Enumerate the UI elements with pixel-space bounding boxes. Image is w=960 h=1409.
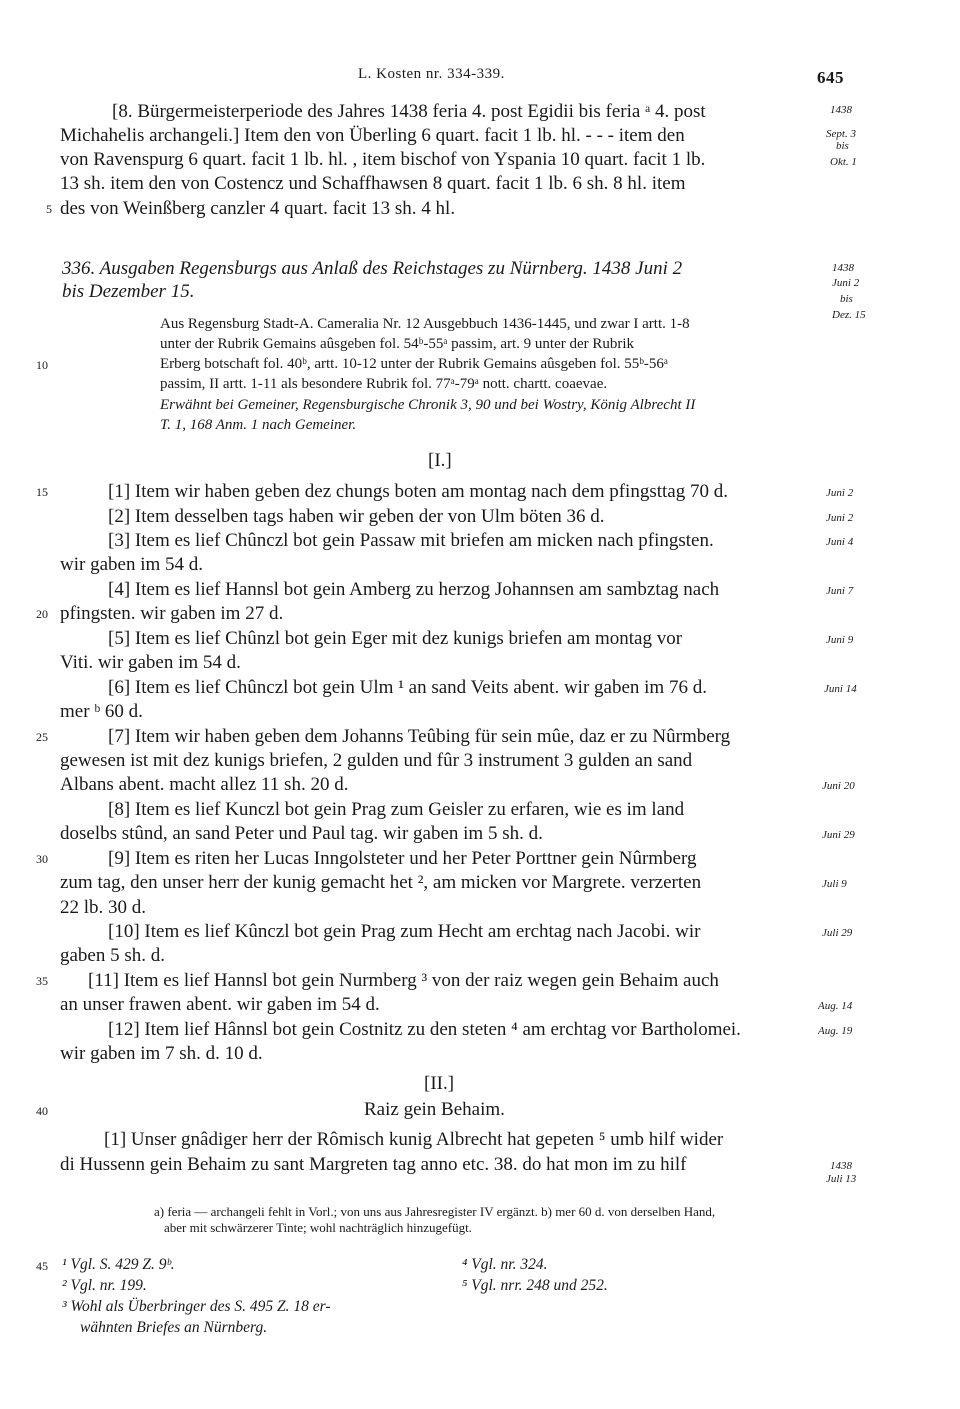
section-2-line-2: di Hussenn gein Behaim zu sant Margreten tag anno etc. 38. do hat mon im zu hilf	[60, 1154, 687, 1175]
item-line-17: zum tag, den unser herr der kunig gemacht het ², am micken vor Margrete. verzerten	[60, 872, 702, 893]
item-line-18: 22 lb. 30 d.	[60, 897, 147, 918]
margin-date-1: Juni 2	[826, 487, 854, 499]
line-number-35: 35	[36, 974, 48, 988]
intro-margin-date-2: Sept. 3	[826, 128, 856, 140]
apparatus-line-1: a) feria — archangeli fehlt in Vorl.; von uns aus Jahresregister IV ergänzt. b) mer 60 d. von derselben Hand,	[154, 1204, 716, 1219]
margin-date-8: Juni 29	[822, 829, 855, 841]
entry-margin-date-2: Juni 2	[832, 277, 860, 289]
line-number-30: 30	[36, 852, 48, 866]
intro-line-4: 13 sh. item den von Costencz und Schaffhawsen 8 quart. facit 1 lb. 6 sh. 8 hl. item	[60, 173, 686, 194]
item-line-12: gewesen ist mit dez kunigs briefen, 2 gulden und fûr 3 instrument 3 gulden an sand	[60, 750, 693, 771]
item-line-14: [8] Item es lief Kunczl bot gein Prag zum Geisler zu erfaren, wie es im land	[108, 799, 685, 820]
entry-margin-date-3: bis	[840, 293, 853, 305]
footnote-1: ¹ Vgl. S. 429 Z. 9ᵇ.	[62, 1256, 175, 1273]
intro-margin-date-3: bis	[836, 140, 849, 152]
section-2-heading: [II.]	[424, 1073, 455, 1094]
margin-date-9: Juli 9	[822, 878, 847, 890]
item-line-1: [1] Item wir haben geben dez chungs boten am montag nach dem pfingsttag 70 d.	[108, 481, 728, 502]
intro-line-3: von Ravenspurg 6 quart. facit 1 lb. hl. , item bischof von Yspania 10 quart. facit 1 lb.	[60, 149, 706, 170]
section-2-margin-date-2: Juli 13	[826, 1173, 857, 1185]
footnote-4: ⁴ Vgl. nr. 324.	[462, 1256, 548, 1273]
section-2-margin-date-1: 1438	[830, 1160, 852, 1172]
item-line-16: [9] Item es riten her Lucas Inngolsteter und her Peter Porttner gein Nûrmberg	[108, 848, 697, 869]
margin-date-6: Juni 14	[824, 683, 857, 695]
section-1-heading: [I.]	[428, 450, 452, 471]
source-line-1: Aus Regensburg Stadt-A. Cameralia Nr. 12 Ausgebbuch 1436-1445, und zwar I artt. 1-8	[160, 316, 690, 332]
margin-date-3: Juni 4	[826, 536, 854, 548]
line-number-25: 25	[36, 730, 48, 744]
item-line-23: [12] Item lief Hânnsl bot gein Costnitz zu den steten ⁴ am erchtag vor Bartholomei.	[108, 1019, 741, 1040]
line-number-20: 20	[36, 607, 48, 621]
line-number-45: 45	[36, 1259, 48, 1273]
source-line-6: T. 1, 168 Anm. 1 nach Gemeiner.	[160, 417, 357, 433]
item-line-3: [3] Item es lief Chûnczl bot gein Passaw mit briefen am micken nach pfingsten.	[108, 530, 714, 551]
item-line-13: Albans abent. macht allez 11 sh. 20 d.	[60, 774, 349, 795]
intro-margin-date-4: Okt. 1	[830, 156, 857, 168]
page-number: 645	[817, 68, 844, 87]
source-line-4: passim, II artt. 1-11 als besondere Rubrik fol. 77ᵃ-79ᵃ nott. chartt. coaevae.	[160, 376, 608, 392]
item-line-2: [2] Item desselben tags haben wir geben der von Ulm böten 36 d.	[108, 506, 605, 527]
line-number-15: 15	[36, 485, 48, 499]
item-line-9: [6] Item es lief Chûnczl bot gein Ulm ¹ an sand Veits abent. wir gaben im 76 d.	[108, 677, 707, 698]
footnote-3-cont: wähnten Briefes an Nürnberg.	[80, 1319, 268, 1336]
line-number-5: 5	[46, 202, 52, 216]
footnote-3: ³ Wohl als Überbringer des S. 495 Z. 18 er-	[62, 1298, 331, 1315]
margin-date-7: Juni 20	[822, 780, 855, 792]
item-line-11: [7] Item wir haben geben dem Johanns Teûbing für sein mûe, daz er zu Nûrmberg	[108, 726, 731, 747]
entry-margin-date-4: Dez. 15	[832, 309, 866, 321]
footnote-2: ² Vgl. nr. 199.	[62, 1277, 147, 1294]
margin-date-10: Juli 29	[822, 927, 853, 939]
source-line-5: Erwähnt bei Gemeiner, Regensburgische Chronik 3, 90 und bei Wostry, König Albrecht II	[160, 397, 696, 413]
apparatus-line-2: aber mit schwärzerer Tinte; wohl nachträglich hinzugefügt.	[164, 1220, 472, 1235]
item-line-4: wir gaben im 54 d.	[60, 554, 204, 575]
running-header: L. Kosten nr. 334-339.	[358, 66, 505, 82]
section-2-subheading: Raiz gein Behaim.	[364, 1099, 505, 1120]
item-line-7: [5] Item es lief Chûnzl bot gein Eger mit dez kunigs briefen am montag vor	[108, 628, 683, 649]
line-number-10: 10	[36, 358, 48, 372]
source-line-3: Erberg botschaft fol. 40ᵇ, artt. 10-12 unter der Rubrik Gemains aûsgeben fol. 55ᵇ-56ᵃ	[160, 356, 668, 372]
item-line-20: gaben 5 sh. d.	[60, 945, 166, 966]
item-line-21: [11] Item es lief Hannsl bot gein Nurmberg ³ von der raiz wegen gein Behaim auch	[88, 970, 719, 991]
intro-line-5: des von Weinßberg canzler 4 quart. facit 13 sh. 4 hl.	[60, 198, 456, 219]
line-number-40: 40	[36, 1104, 48, 1118]
item-line-22: an unser frawen abent. wir gaben im 54 d.	[60, 994, 380, 1015]
entry-margin-date-1: 1438	[832, 262, 854, 274]
intro-margin-date-1: 1438	[830, 104, 852, 116]
margin-date-12: Aug. 19	[818, 1025, 853, 1037]
margin-date-5: Juni 9	[826, 634, 854, 646]
margin-date-2: Juni 2	[826, 512, 854, 524]
footnote-5: ⁵ Vgl. nrr. 248 und 252.	[462, 1277, 608, 1294]
section-2-line-1: [1] Unser gnâdiger herr der Rômisch kunig Albrecht hat gepeten ⁵ umb hilf wider	[104, 1129, 724, 1150]
margin-date-11: Aug. 14	[818, 1000, 853, 1012]
entry-title-line-2: bis Dezember 15.	[62, 281, 195, 302]
item-line-24: wir gaben im 7 sh. d. 10 d.	[60, 1043, 263, 1064]
item-line-6: pfingsten. wir gaben im 27 d.	[60, 603, 284, 624]
item-line-15: doselbs stûnd, an sand Peter und Paul tag. wir gaben im 5 sh. d.	[60, 823, 543, 844]
entry-title-line-1: 336. Ausgaben Regensburgs aus Anlaß des Reichstages zu Nürnberg. 1438 Juni 2	[62, 258, 683, 279]
item-line-10: mer ᵇ 60 d.	[60, 701, 143, 722]
intro-line-2: Michahelis archangeli.] Item den von Überling 6 quart. facit 1 lb. hl. - - - item den	[60, 125, 685, 146]
item-line-5: [4] Item es lief Hannsl bot gein Amberg zu herzog Johannsen am sambztag nach	[108, 579, 720, 600]
source-line-2: unter der Rubrik Gemains aûsgeben fol. 54ᵇ-55ᵃ passim, art. 9 unter der Rubrik	[160, 336, 635, 352]
margin-date-4: Juni 7	[826, 585, 854, 597]
item-line-19: [10] Item es lief Kûnczl bot gein Prag zum Hecht am erchtag nach Jacobi. wir	[108, 921, 701, 942]
item-line-8: Viti. wir gaben im 54 d.	[60, 652, 241, 673]
intro-line-1: [8. Bürgermeisterperiode des Jahres 1438 feria 4. post Egidii bis feria ᵃ 4. post	[112, 101, 706, 122]
